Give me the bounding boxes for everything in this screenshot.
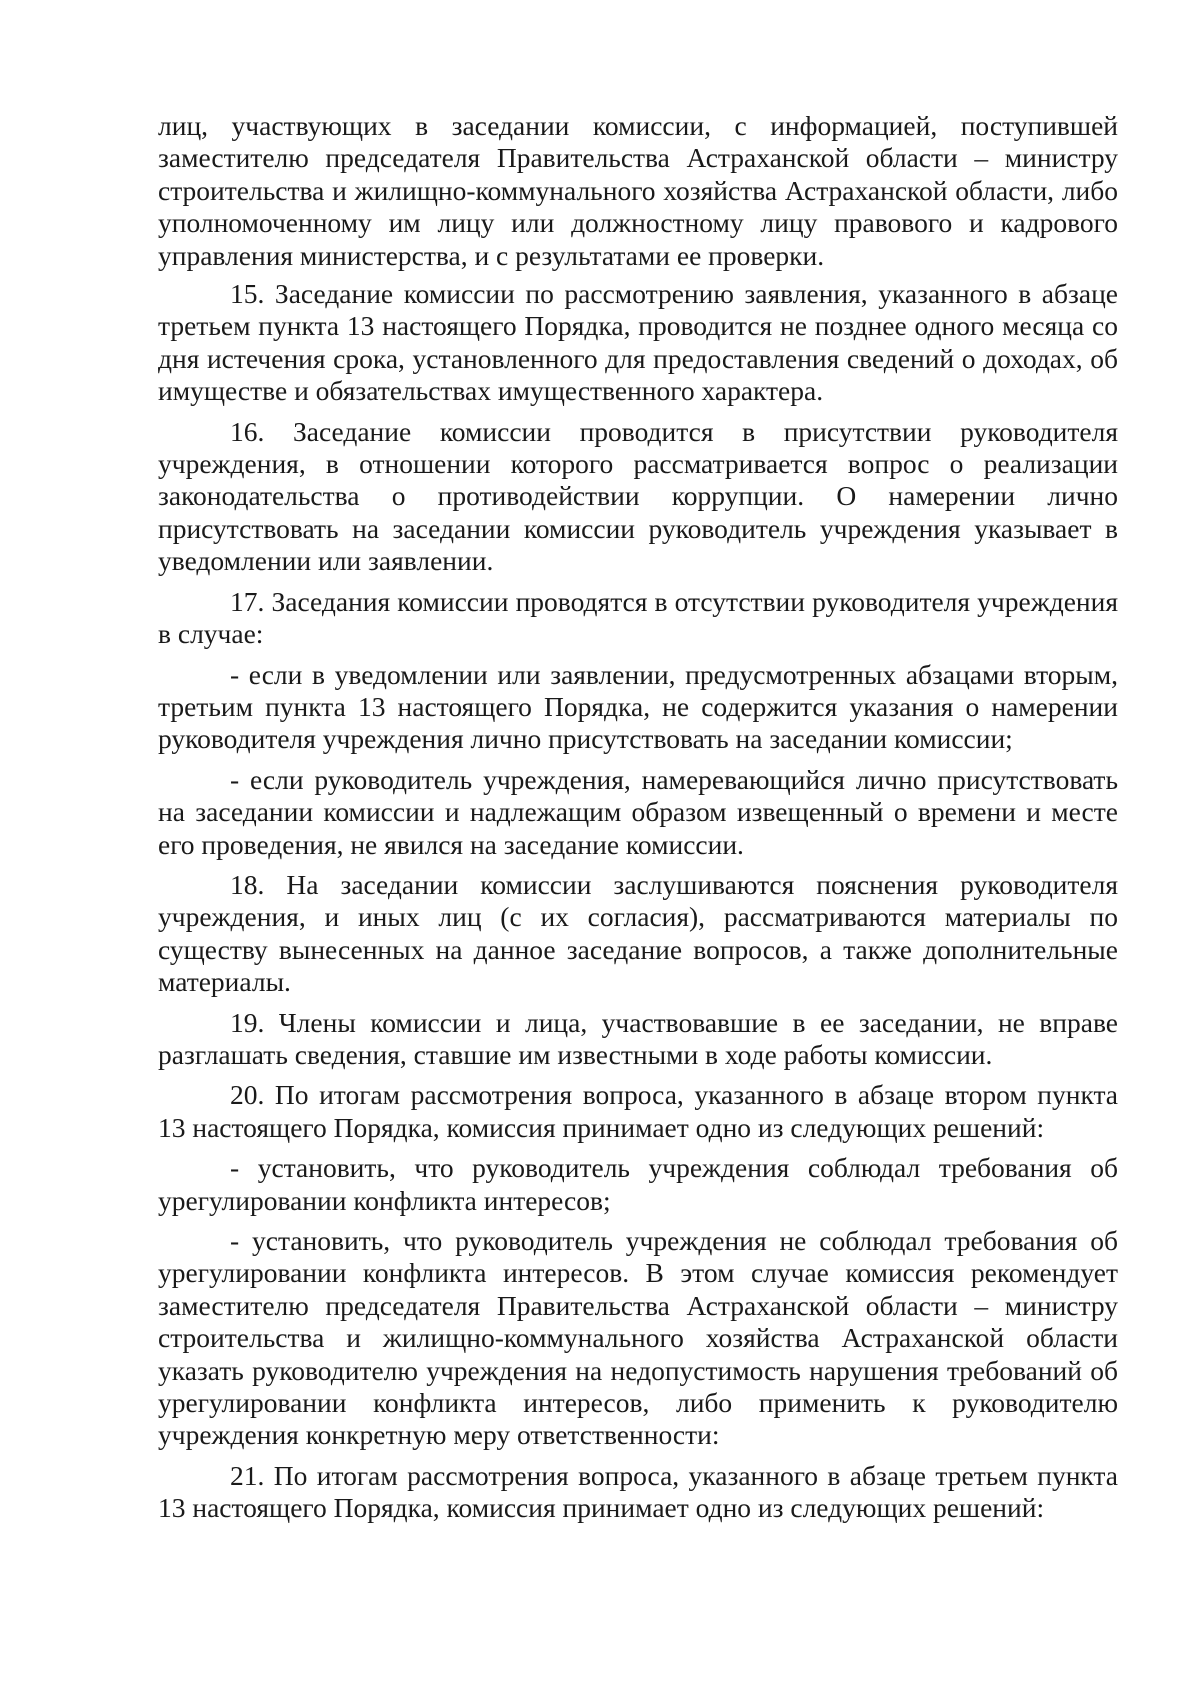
document-body — [158, 110, 1118, 1533]
list-item-20-1: - установить, что руководитель учреждения соблюдал требования об урегулировании конфликта интересов; — [158, 1152, 1118, 1216]
paragraph-item-21: 21. По итогам рассмотрения вопроса, указанного в абзаце третьем пункта 13 настоящего Порядка, комиссия принимает одно из следующих решений: — [158, 1459, 1118, 1524]
paragraph-item-19: 19. Члены комиссии и лица, участвовавшие в ее заседании, не вправе разглашать сведения, ставшие им известными в ходе работы комиссии. — [158, 1006, 1118, 1070]
paragraph-item-16: 16. Заседание комиссии проводится в присутствии руководителя учреждения, в отношении которого рассматривается вопрос о реализации законодательства о противодействии коррупции. О намерении лично присутствовать на заседании комиссии руководитель учреждения указывает в уведомлении или заявлении. — [158, 415, 1118, 577]
paragraph-item-20: 20. По итогам рассмотрения вопроса, указанного в абзаце втором пункта 13 настоящего Порядка, комиссия принимает одно из следующих решений: — [158, 1079, 1118, 1143]
list-item-17-2: - если руководитель учреждения, намеревающийся лично присутствовать на заседании комиссии и надлежащим образом извещенный о времени и месте его проведения, не явился на заседание комиссии. — [158, 763, 1118, 860]
paragraph-item-18: 18. На заседании комиссии заслушиваются пояснения руководителя учреждения, и иных лиц (с их согласия), рассматриваются материалы по существу вынесенных на данное заседание вопросов, а также дополнительные материалы. — [158, 868, 1118, 998]
list-item-20-2: - установить, что руководитель учреждения не соблюдал требования об урегулировании конфликта интересов. В этом случае комиссия рекомендует заместителю председателя Правительства Астраханской области – министру строительства и жилищно-коммунального хозяйства Астраханской области указать руководителю учреждения на недопустимость нарушения требований об урегулировании конфликта интересов, либо применить к руководителю учреждения конкретную меру ответственности: — [158, 1225, 1118, 1451]
paragraph-item-17: 17. Заседания комиссии проводятся в отсутствии руководителя учреждения в случае: — [158, 585, 1118, 650]
paragraph-item-15: 15. Заседание комиссии по рассмотрению заявления, указанного в абзаце третьем пункта 13 настоящего Порядка, проводится не позднее одного месяца со дня истечения срока, установленного для предоставления сведений о доходах, об имуществе и обязательствах имущественного характера. — [158, 278, 1118, 407]
list-item-17-1: - если в уведомлении или заявлении, предусмотренных абзацами вторым, третьим пункта 13 настоящего Порядка, не содержится указания о намерении руководителя учреждения лично присутствовать на заседании комиссии; — [158, 658, 1118, 755]
paragraph-continuation: лиц, участвующих в заседании комиссии, с информацией, поступившей заместителю председателя Правительства Астраханской области – министру строительства и жилищно-коммунального хозяйства Астраханской области, либо уполномоченному им лицу или должностному лицу правового и кадрового управления министерства, и с результатами ее проверки. — [158, 110, 1118, 271]
